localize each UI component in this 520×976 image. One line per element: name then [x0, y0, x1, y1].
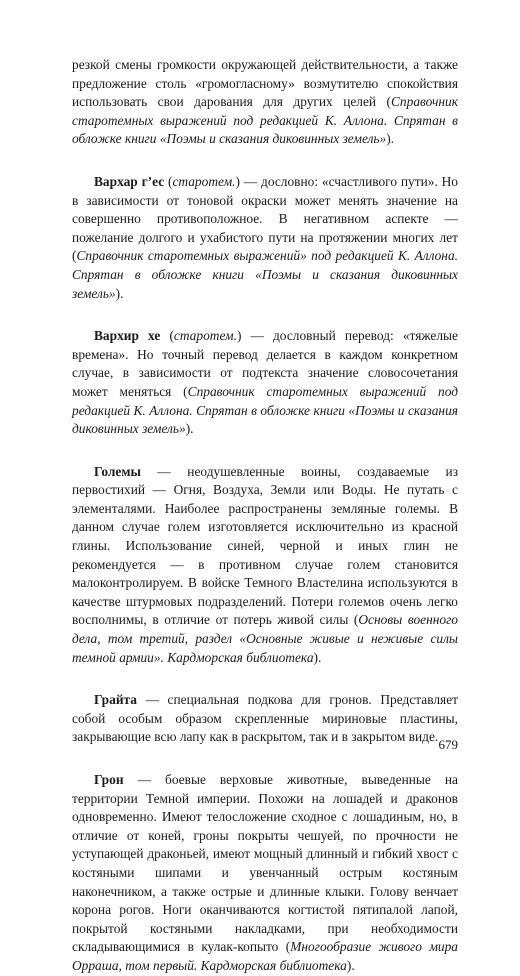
entry-text: ).	[386, 131, 395, 147]
page-number: 679	[438, 737, 458, 752]
entry-term: Вархир хе	[94, 328, 161, 344]
source-citation: Основы военного дела, том третий, раздел «Основные живые и неживые силы темной армии». Кардморская библиотека	[72, 612, 458, 665]
source-citation: Справочник старотемных выражений под редакцией К. Аллона. Спрятан в обложке книги «Поэмы и сказания диковинных земель»	[72, 94, 458, 147]
entry-text: (	[160, 328, 174, 344]
entry-grayta	[72, 691, 458, 747]
entry-term: Големы	[94, 463, 141, 479]
entry-text: ) — дословный перевод: «тяжелые времена». Но точный перевод делается в каждом конкретном случае, в зависимости от подтекста значение словосочетания может меняться (	[72, 328, 458, 399]
continued-paragraph	[72, 56, 458, 149]
source-citation: Многообразие живого мира Орраша, том первый. Кардморская библиотека	[72, 939, 458, 973]
entry-text: — неодушевленные воины, создаваемые из первостихий — Огня, Воздуха, Земли или Воды. Не путать с элементалями. Наиболее распространены земляные големы. В данном случае голем изготовляется исключительно из красной глины. Использование синей, черной и иных глин не рекомендуется — в противном случае голем становится малоконтролируем. В войске Темного Властелина используются в качестве штурмовых подразделений. Потери големов очень легко восполнимы, в отличие от потерь живой силы (	[72, 463, 458, 628]
entry-text: резкой смены громкости окружающей действительности, а также предложение столь «громогласному» возмутителю спокойствия использовать свои дарования для других целей (	[72, 57, 458, 110]
entry-text: (	[164, 173, 173, 189]
entry-text: ).	[115, 285, 124, 301]
entry-text: — боевые верховые животные, выведенные на территории Темной империи. Похожи на лошадей и драконов одновременно. Имеют телосложение сходное с лошадиным, но, в отличие от коней, гроны покрыты чешуей, по прочности не уступающей драконьей, имеют мощный длинный и гибкий хвост с костяными шипами и увенчанный острым костяным наконечником, а также острые и длинные клыки. Голову венчает корона рогов. Ноги оканчиваются когтистой пятипалой лапой, покрытой костяными накладками, при необходимости складывающимися в кулак-копыто (	[72, 772, 458, 955]
entry-text: ) — дословно: «счастливого пути». Но в зависимости от тоновой окраски может менять значение на совершенно противоположное. В негативном аспекте — пожелание долгого и ухабистого пути на протяжении многих лет (	[72, 173, 458, 264]
entry-gron	[72, 771, 458, 976]
entry-term: Грон	[94, 772, 124, 787]
entry-text: ).	[346, 957, 355, 973]
source-citation: Справочник старотемных выражений под редакцией К. Аллона. Спрятан в обложке книги «Поэмы и сказания диковинных земель»	[72, 383, 458, 437]
glossary-entries	[72, 56, 458, 976]
entry-term: Грайта	[94, 692, 137, 708]
entry-varkhar-ges	[72, 173, 458, 303]
entry-text: ).	[313, 649, 322, 665]
entry-varkhir-khe	[72, 327, 458, 439]
source-citation: старотем.	[172, 173, 236, 189]
source-citation: старотем.	[173, 328, 237, 344]
entry-text: ).	[185, 421, 194, 437]
entry-golemy	[72, 463, 458, 668]
source-citation: Справочник старотемных выражений» под редакцией К. Аллона. Спрятан в обложке книги «Поэмы и сказания диковинных земель»	[72, 248, 458, 301]
entry-text: — специальная подкова для гронов. Представляет собой особым образом скрепленные мириновые пластины, закрывающие всю лапу как в раскрытом, так и в закрытом виде.	[72, 692, 458, 745]
entry-term: Вархар г’ес	[94, 173, 165, 189]
